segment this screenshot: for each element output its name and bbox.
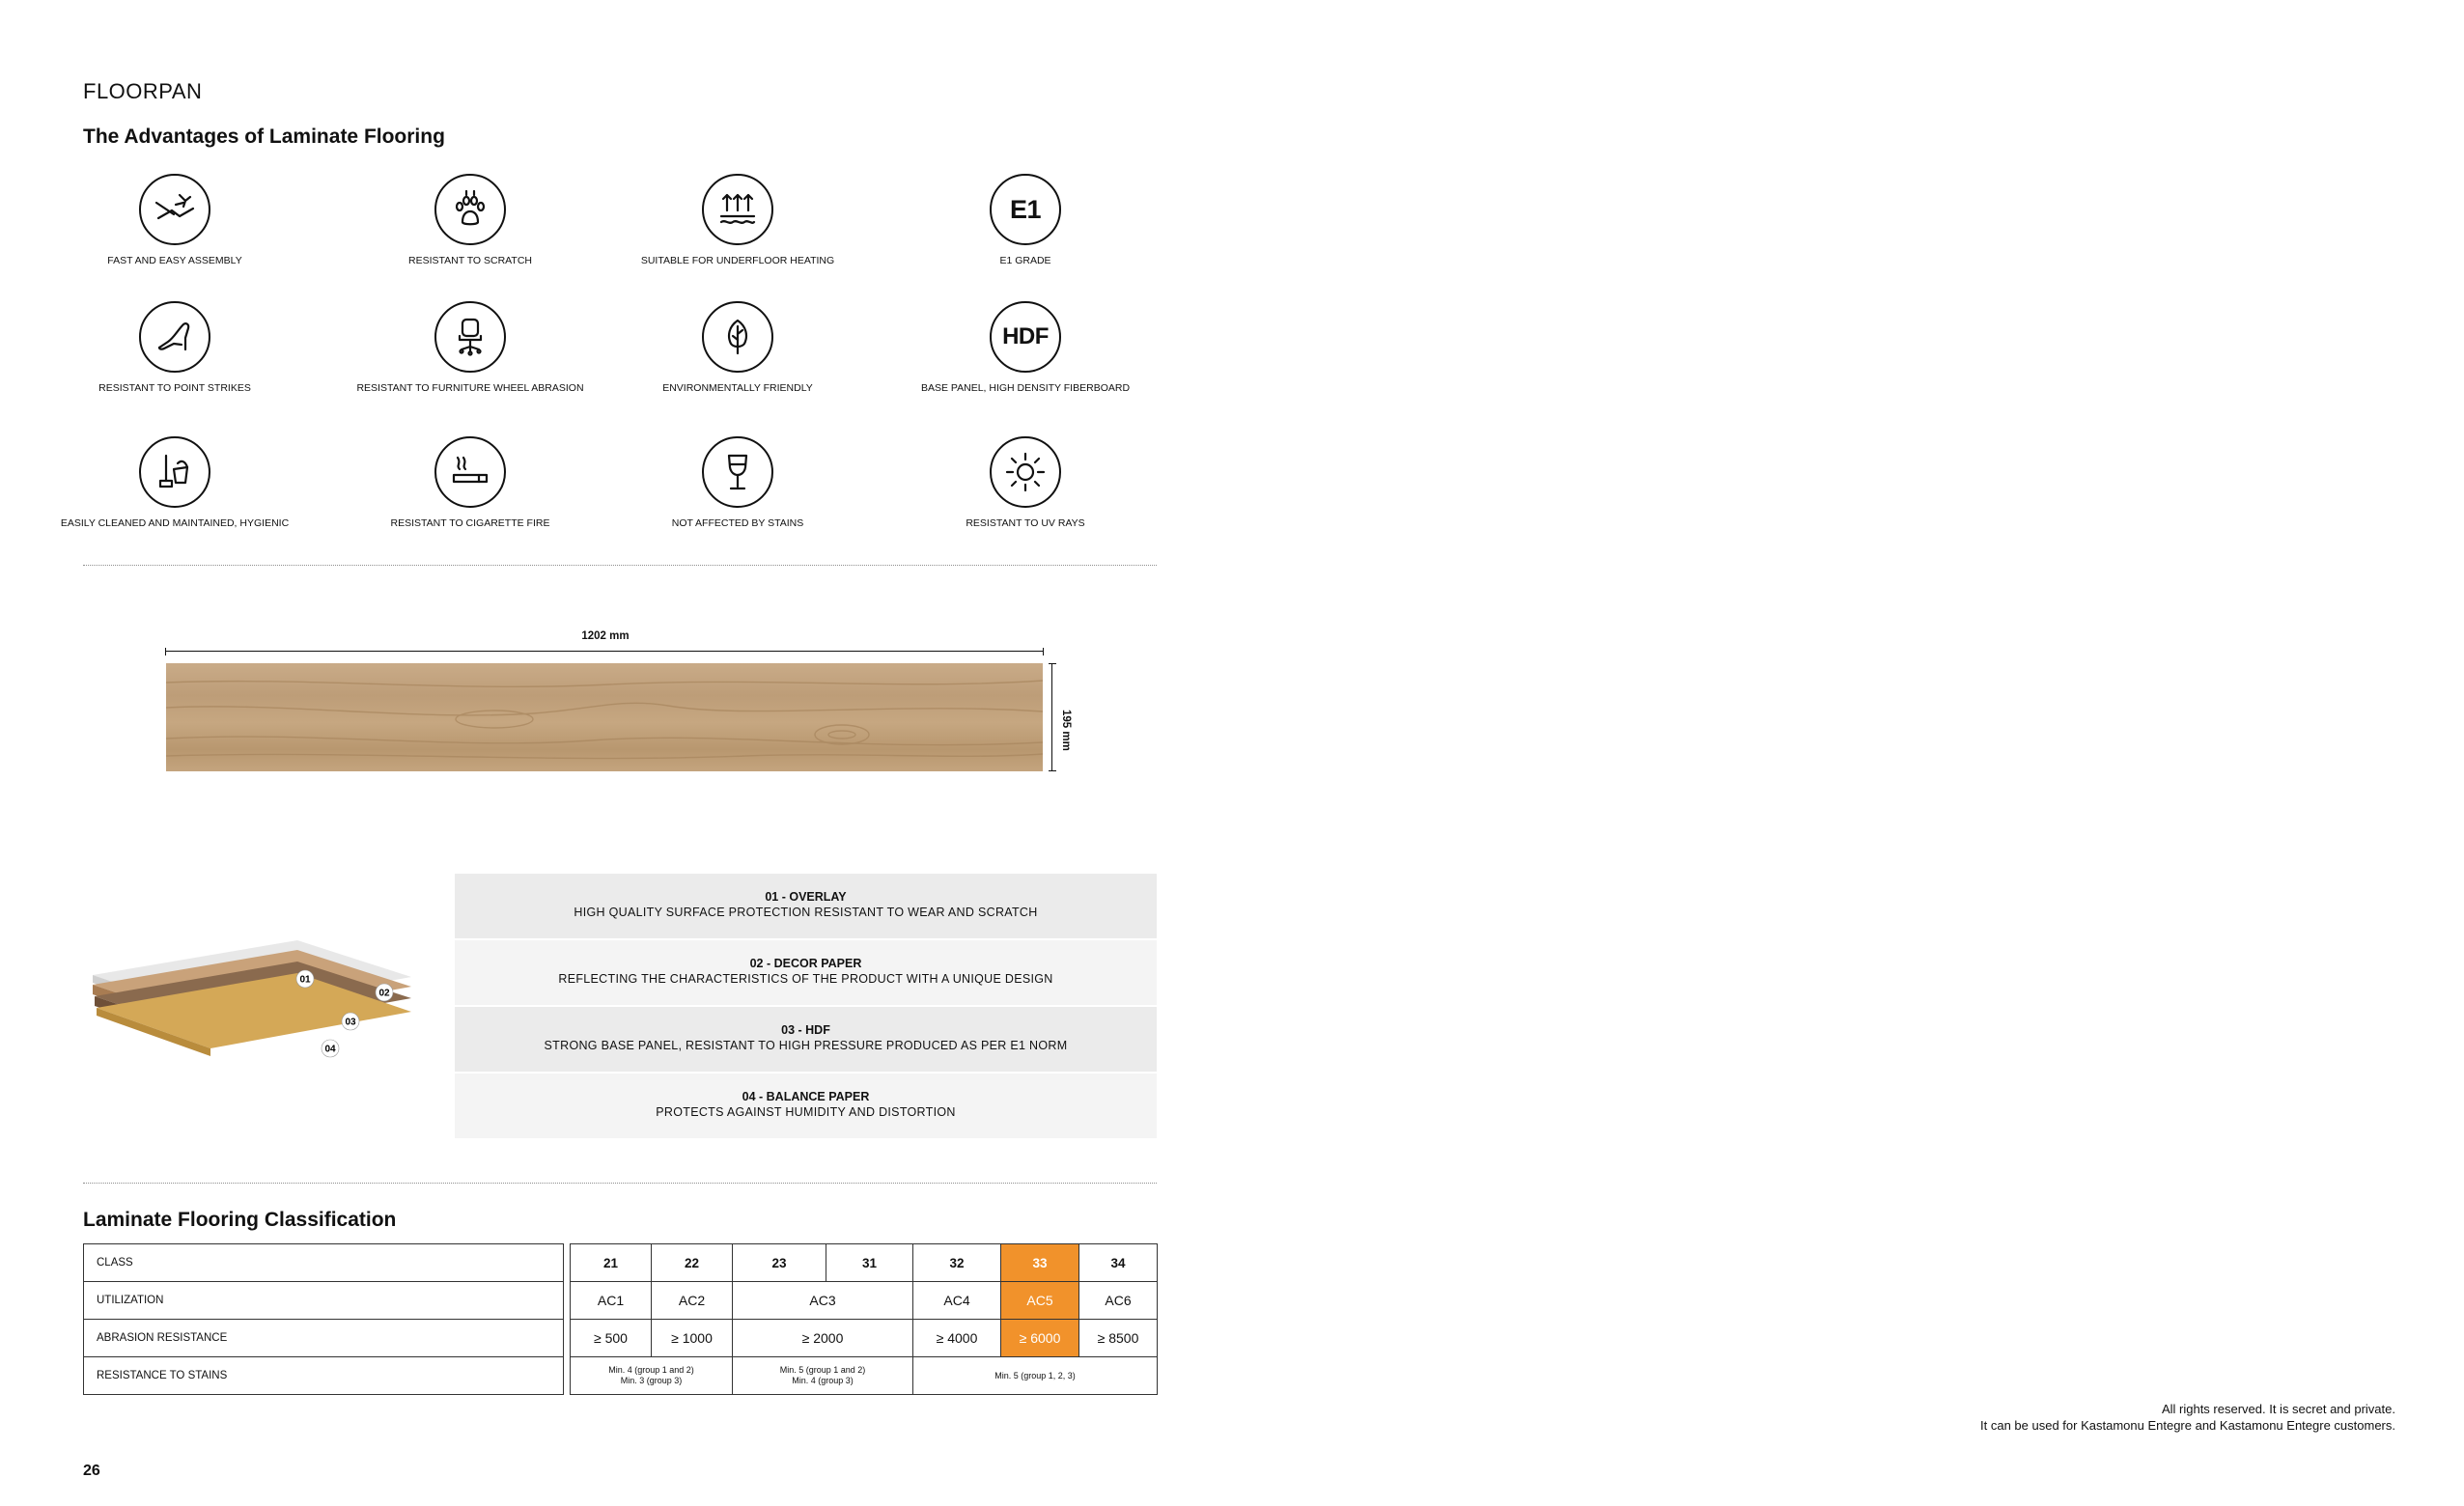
layer-desc: PROTECTS AGAINST HUMIDITY AND DISTORTION [656, 1105, 956, 1119]
high-heel-icon [139, 301, 210, 373]
abrasion-cell: ≥ 8500 [1079, 1320, 1158, 1357]
paw-scratch-icon [434, 174, 506, 245]
feature-stains [602, 436, 873, 530]
plank-width-label: 195 mm [1060, 710, 1072, 751]
layer-descriptions [455, 874, 1157, 1140]
section-divider [83, 1183, 1157, 1184]
section-divider [83, 565, 1157, 566]
advantages-title: The Advantages of Laminate Flooring [83, 126, 445, 148]
class-cell: 31 [826, 1244, 913, 1282]
utilization-cell: AC1 [571, 1282, 652, 1320]
feature-label: BASE PANEL, HIGH DENSITY FIBERBOARD [920, 382, 1131, 394]
feature-label: FAST AND EASY ASSEMBLY [107, 255, 242, 266]
feature-eco [602, 301, 873, 395]
plank-length-line [165, 651, 1044, 652]
plank-length-label: 1202 mm [581, 630, 630, 642]
utilization-cell: AC6 [1079, 1282, 1158, 1320]
feature-wheel-abrasion [335, 301, 605, 395]
abrasion-cell: ≥ 2000 [733, 1320, 913, 1357]
e1-icon [990, 174, 1061, 245]
assembly-icon [139, 174, 210, 245]
cigarette-icon [434, 436, 506, 508]
underfloor-heating-icon [702, 174, 773, 245]
class-cell: 23 [733, 1244, 826, 1282]
abrasion-cell: ≥ 500 [571, 1320, 652, 1357]
layer-desc: STRONG BASE PANEL, RESISTANT TO HIGH PRESSURE PRODUCED AS PER E1 NORM [544, 1039, 1068, 1052]
utilization-cell-highlighted: AC5 [1001, 1282, 1079, 1320]
layer-desc: HIGH QUALITY SURFACE PROTECTION RESISTANT TO WEAR AND SCRATCH [574, 906, 1038, 919]
feature-heating [602, 174, 873, 267]
wine-glass-icon [702, 436, 773, 508]
row-label-stains: RESISTANCE TO STAINS [84, 1357, 564, 1395]
stains-line: Min. 4 (group 3) [792, 1376, 854, 1385]
feature-label: EASILY CLEANED AND MAINTAINED, HYGIENIC [60, 517, 290, 529]
feature-label: RESISTANT TO SCRATCH [408, 255, 532, 266]
layer-marker-02: 02 [378, 988, 390, 999]
feature-label: ENVIRONMENTALLY FRIENDLY [662, 382, 813, 394]
class-cell: 21 [571, 1244, 652, 1282]
stains-cell [571, 1357, 733, 1395]
layer-marker-01: 01 [299, 974, 311, 986]
layers-illustration [83, 907, 431, 1072]
utilization-cell: AC2 [652, 1282, 733, 1320]
utilization-cell: AC4 [913, 1282, 1001, 1320]
feature-label: RESISTANT TO FURNITURE WHEEL ABRASION [356, 382, 584, 394]
stains-line: Min. 3 (group 3) [620, 1376, 683, 1385]
stains-line: Min. 5 (group 1 and 2) [779, 1365, 866, 1375]
class-cell-highlighted: 33 [1001, 1244, 1079, 1282]
e1-icon-text: E1 [1009, 194, 1042, 224]
sun-icon [990, 436, 1061, 508]
layer-title: 04 - BALANCE PAPER [742, 1090, 870, 1103]
plank-width-line [1051, 663, 1052, 771]
feature-label: SUITABLE FOR UNDERFLOOR HEATING [640, 255, 835, 266]
features-grid [60, 174, 1157, 550]
feature-label: RESISTANT TO CIGARETTE FIRE [390, 517, 550, 529]
stains-cell [913, 1357, 1158, 1395]
feature-uv [890, 436, 1161, 530]
row-label-utilization: UTILIZATION [84, 1282, 564, 1320]
feature-cigarette [335, 436, 605, 530]
plank-image [166, 663, 1043, 771]
hdf-icon [990, 301, 1061, 373]
abrasion-cell: ≥ 4000 [913, 1320, 1001, 1357]
abrasion-cell: ≥ 1000 [652, 1320, 733, 1357]
feature-scratch [335, 174, 605, 267]
feature-point-strikes [40, 301, 310, 395]
feature-e1 [890, 174, 1161, 267]
layer-title: 03 - HDF [781, 1023, 830, 1037]
layer-title: 01 - OVERLAY [765, 890, 847, 904]
feature-label: RESISTANT TO UV RAYS [966, 517, 1085, 529]
brand-name: FLOORPAN [83, 79, 203, 103]
class-cell: 32 [913, 1244, 1001, 1282]
abrasion-cell-highlighted: ≥ 6000 [1001, 1320, 1079, 1357]
feature-label: E1 GRADE [999, 255, 1051, 266]
class-cell: 34 [1079, 1244, 1158, 1282]
layer-decor-paper [455, 940, 1157, 1005]
feature-cleaning [40, 436, 310, 530]
leaf-icon [702, 301, 773, 373]
feature-label: RESISTANT TO POINT STRIKES [98, 382, 251, 394]
classification-row-labels [83, 1243, 564, 1395]
layer-desc: REFLECTING THE CHARACTERISTICS OF THE PRODUCT WITH A UNIQUE DESIGN [558, 972, 1053, 986]
stains-line: Min. 5 (group 1, 2, 3) [994, 1370, 1076, 1380]
copyright-line: It can be used for Kastamonu Entegre and Kastamonu Entegre customers. [1980, 1418, 2395, 1433]
layer-marker-04: 04 [324, 1044, 336, 1055]
page-number: 26 [83, 1463, 100, 1479]
copyright-line: All rights reserved. It is secret and private. [2161, 1402, 2395, 1416]
stains-cell [733, 1357, 913, 1395]
feature-hdf [890, 301, 1161, 395]
stains-line: Min. 4 (group 1 and 2) [608, 1365, 694, 1375]
layer-balance-paper [455, 1074, 1157, 1138]
class-cell: 22 [652, 1244, 733, 1282]
row-label-abrasion: ABRASION RESISTANCE [84, 1320, 564, 1357]
layer-title: 02 - DECOR PAPER [749, 957, 862, 970]
row-label-class: CLASS [84, 1244, 564, 1282]
copyright-note [1980, 1401, 2395, 1434]
office-chair-icon [434, 301, 506, 373]
layer-hdf [455, 1007, 1157, 1072]
layer-marker-03: 03 [345, 1017, 356, 1028]
feature-label: NOT AFFECTED BY STAINS [671, 517, 804, 529]
classification-table [570, 1243, 1158, 1395]
layer-overlay [455, 874, 1157, 938]
classification-title: Laminate Flooring Classification [83, 1209, 397, 1231]
mop-bucket-icon [139, 436, 210, 508]
utilization-cell: AC3 [733, 1282, 913, 1320]
hdf-icon-text: HDF [1002, 323, 1049, 349]
feature-assembly [40, 174, 310, 267]
